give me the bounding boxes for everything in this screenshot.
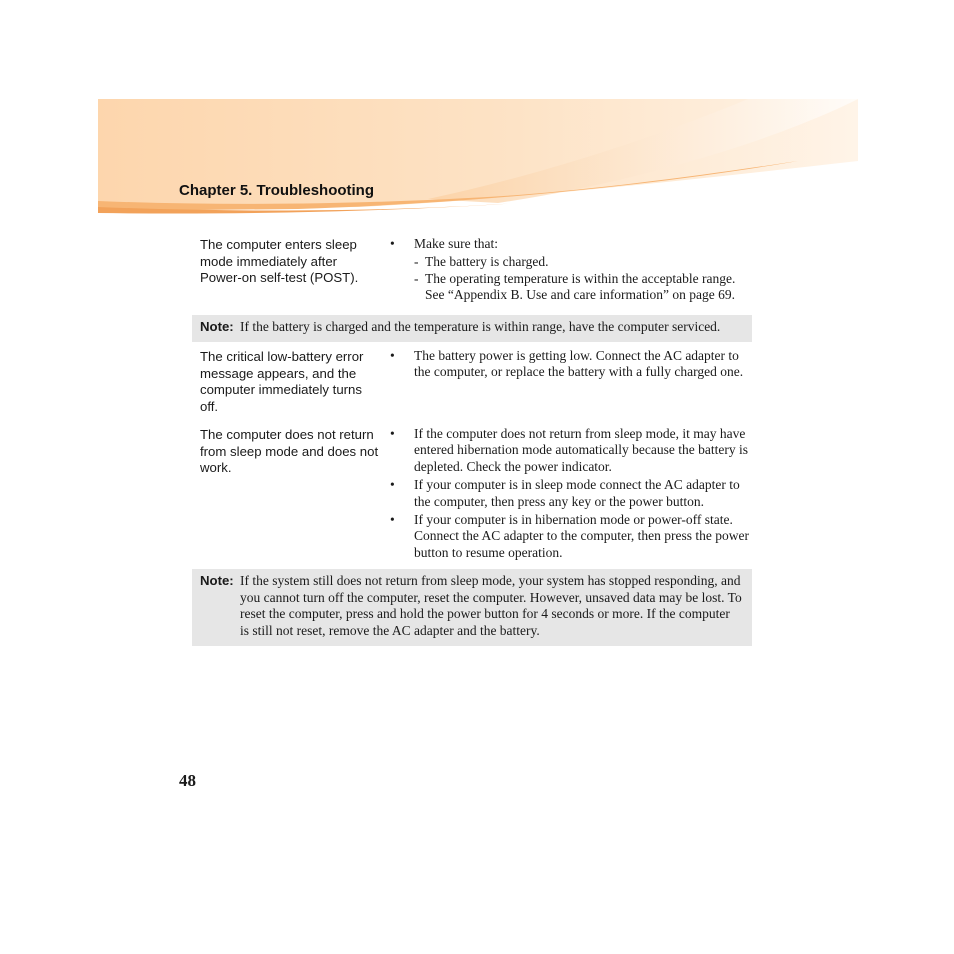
dash-icon: - (414, 270, 419, 286)
problem-text: The computer does not return from sleep mode and does not work. (200, 427, 379, 476)
note-label: Note: (200, 318, 234, 334)
note-box (192, 569, 752, 646)
bullet-icon: • (390, 426, 395, 442)
troubleshooting-table (192, 236, 752, 646)
list-item: • If your computer is in sleep mode connect the AC adapter to the computer, then press any key or the power button. (390, 477, 740, 509)
problem-text: The computer enters sleep mode immediately after Power-on self-test (POST). (200, 237, 359, 285)
dash-icon: - (414, 254, 419, 270)
note-label: Note: (200, 573, 234, 589)
list-item: • If your computer is in hibernation mode or power-off state. Connect the AC adapter to the computer, then press the power button to resume operation. (390, 512, 749, 560)
table-row (192, 236, 752, 304)
bullet-icon: • (390, 236, 395, 251)
bullet-icon: • (390, 512, 395, 528)
list-item: • If the computer does not return from sleep mode, it may have entered hibernation mode automatically because the battery is depleted. Check the power indicator. (390, 426, 748, 474)
table-row (192, 426, 752, 563)
bullet-icon: • (390, 348, 395, 364)
sub-item: - The battery is charged. (414, 254, 549, 270)
note-text: If the battery is charged and the temperature is within range, have the computer serviced. (240, 318, 721, 334)
sub-item: - The operating temperature is within the acceptable range. See “Appendix B. Use and care information” on page 69. (414, 270, 736, 303)
list-item: • The battery power is getting low. Connect the AC adapter to the computer, or replace the battery with a fully charged one. (390, 348, 744, 380)
solution-cell (380, 348, 752, 415)
page-number: 48 (179, 771, 196, 790)
chapter-title: Chapter 5. Troubleshooting (179, 182, 375, 199)
solution-cell (380, 236, 752, 304)
list-item: • Make sure that: (390, 236, 498, 251)
note-text: If the system still does not return from sleep mode, your system has stopped responding, and you cannot turn off the computer, reset the computer. However, unsaved data may be lost. To reset the computer, press and hold the power button for 4 seconds or more. If the computer is still not reset, remove the AC adapter and the battery. (240, 573, 742, 638)
table-row (192, 348, 752, 415)
note-box (192, 315, 752, 342)
bullet-icon: • (390, 477, 395, 493)
problem-text: The critical low-battery error message appears, and the computer immediately turns off. (200, 349, 364, 414)
solution-cell (380, 426, 752, 563)
